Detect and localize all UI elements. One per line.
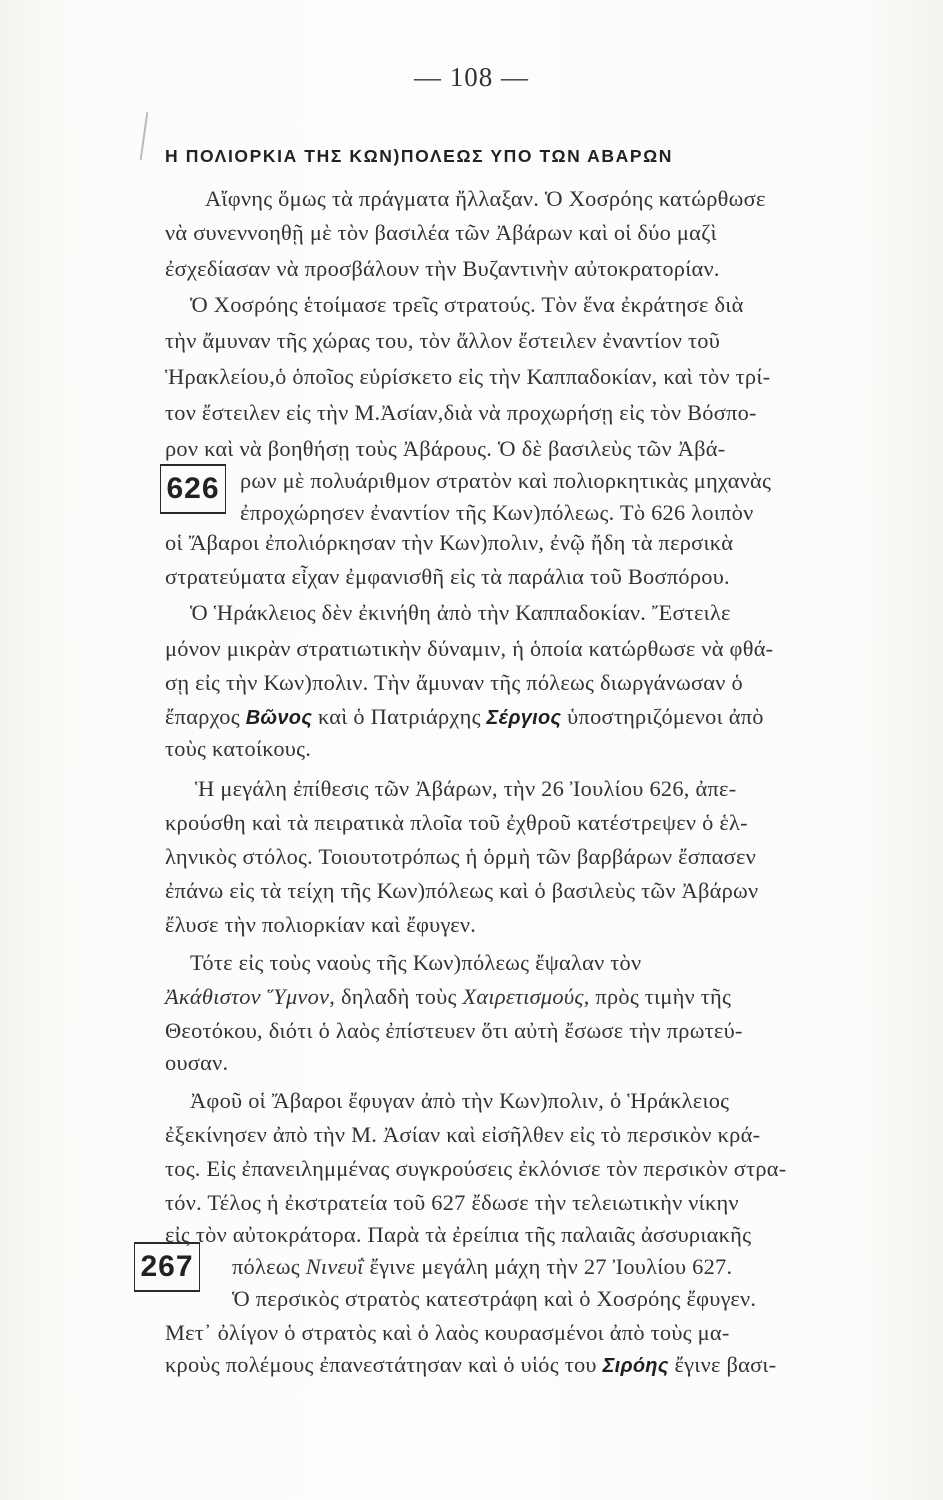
year-marker-627 <box>134 1242 200 1292</box>
text-line: ἐπάνω εἰς τὰ τείχη τῆς Κων)πόλεως καὶ ὁ βασιλεὺς τῶν Ἀβάρων <box>165 878 759 903</box>
page-number: — 108 — <box>414 62 529 92</box>
text-run: ἔγινε βασι- <box>668 1352 777 1377</box>
text-line: τοὺς κατοίκους. <box>165 736 312 761</box>
text-line <box>232 1254 732 1280</box>
text-line: κρούσθη καὶ τὰ πειρατικὰ πλοῖα τοῦ ἐχθροῦ κατέστρεψεν ὁ ἑλ- <box>165 810 748 835</box>
text-line: Ὁ περσικὸς στρατὸς κατεστράφη καὶ ὁ Χοσρόης ἔφυγεν. <box>232 1286 757 1311</box>
text-line: ληνικὸς στόλος. Τοιουτοτρόπως ἡ ὁρμὴ τῶν βαρβάρων ἔσπασεν <box>165 844 756 869</box>
year-marker-label: 267 <box>140 1250 194 1283</box>
text-run: , πρὸς τιμὴν τῆς <box>583 984 732 1009</box>
text-line <box>165 704 764 730</box>
text-line: ρον καὶ νὰ βοηθήσῃ τοὺς Ἀβάρους. Ὁ δὲ βασιλεὺς τῶν Ἀβά- <box>165 436 726 461</box>
text-line: Ὁ Χοσρόης ἑτοίμασε τρεῖς στρατούς. Τὸν ἕνα ἐκράτησε διὰ <box>190 292 744 317</box>
text-line: εἰς τὸν αὐτοκράτορα. Παρὰ τὰ ἐρείπια τῆς παλαιᾶς ἀσσυριακῆς <box>165 1222 752 1247</box>
term-chairetismoi: Χαιρετισμούς <box>462 984 584 1009</box>
text-line: τὴν ἄμυναν τῆς χώρας του, τὸν ἄλλον ἔστειλεν ἐναντίον τοῦ <box>165 328 721 353</box>
text-line <box>165 1352 776 1378</box>
term-akathistos-hymnos: Ἀκάθιστον Ὕμνον <box>165 984 330 1009</box>
text-run: καὶ ὁ Πατριάρχης <box>312 704 487 729</box>
text-line: ἐξεκίνησεν ἀπὸ τὴν Μ. Ἀσίαν καὶ εἰσῆλθεν εἰς τὸ περσικὸν κρά- <box>165 1122 761 1147</box>
text-line: ἐσχεδίασαν νὰ προσβάλουν τὴν Βυζαντινὴν αὐτοκρατορίαν. <box>165 256 720 281</box>
text-line: οἱ Ἄβαροι ἐπολιόρκησαν τὴν Κων)πολιν, ἐνῷ ἤδη τὰ περσικὰ <box>165 530 734 555</box>
text-run: ἔγινε μεγάλη μάχη τὴν 27 Ἰουλίου 627. <box>363 1254 733 1279</box>
text-line: ρων μὲ πολυάριθμον στρατὸν καὶ πολιορκητικὰς μηχανὰς <box>240 468 772 493</box>
text-line: τον ἔστειλεν εἰς τὴν Μ.Ἀσίαν,διὰ νὰ προχωρήσῃ εἰς τὸν Βόσπο- <box>165 400 757 425</box>
text-line: τος. Εἰς ἐπανειλημμένας συγκρούσεις ἐκλόνισε τὸν περσικὸν στρα- <box>165 1156 787 1181</box>
year-marker-label: 626 <box>166 472 220 505</box>
name-bonos: Βῶνος <box>245 707 313 729</box>
year-marker-626 <box>160 464 226 514</box>
text-line: Ὁ Ἡράκλειος δὲν ἐκινήθη ἀπὸ τὴν Καππαδοκίαν. Ἔστειλε <box>190 600 731 625</box>
text-line: τόν. Τέλος ἡ ἐκστρατεία τοῦ 627 ἔδωσε τὴν τελειωτικὴν νίκην <box>165 1190 739 1215</box>
text-line: μόνον μικρὰν στρατιωτικὴν δύναμιν, ἡ ὁποία κατώρθωσε νὰ φθά- <box>165 636 774 661</box>
text-line: Τότε εἰς τοὺς ναοὺς τῆς Κων)πόλεως ἔψαλαν τὸν <box>190 950 642 975</box>
text-run: , δηλαδὴ τοὺς <box>329 984 463 1009</box>
text-line: Αἴφνης ὅμως τὰ πράγματα ἤλλαξαν. Ὁ Χοσρόης κατώρθωσε <box>205 186 766 211</box>
text-line: ἔλυσε τὴν πολιορκίαν καὶ ἔφυγεν. <box>165 912 477 937</box>
text-line: νὰ συνεννοηθῇ μὲ τὸν βασιλέα τῶν Ἀβάρων καὶ οἱ δύο μαζὶ <box>165 220 717 245</box>
text-line: Θεοτόκου, διότι ὁ λαὸς ἐπίστευεν ὅτι αὐτὴ ἔσωσε τὴν πρωτεύ- <box>165 1018 743 1043</box>
text-line: ἐπροχώρησεν ἐναντίον τῆς Κων)πόλεως. Τὸ 626 λοιπὸν <box>240 500 754 525</box>
margin-pencil-mark <box>140 112 149 160</box>
text-line: Ἡ μεγάλη ἐπίθεσις τῶν Ἀβάρων, τὴν 26 Ἰουλίου 626, ἀπε- <box>195 776 737 801</box>
text-run: κροὺς πολέμους ἐπανεστάτησαν καὶ ὁ υἱός του <box>165 1352 597 1377</box>
text-run: ὑποστηριζόμενοι ἀπὸ <box>561 704 764 729</box>
text-line: Μετ᾽ ὀλίγον ὁ στρατὸς καὶ ὁ λαὸς κουρασμένοι ἀπὸ τοὺς μα- <box>165 1320 730 1345</box>
term-nineve: Νινευΐ <box>305 1254 364 1279</box>
text-line <box>165 984 731 1010</box>
text-run: πόλεως <box>232 1254 306 1279</box>
chapter-heading: Η ΠΟΛΙΟΡΚΙΑ ΤΗΣ ΚΩΝ)ΠΟΛΕΩΣ ΥΠΟ ΤΩΝ ΑΒΑΡΩΝ <box>165 146 674 166</box>
text-line: Ἡρακλείου,ὁ ὁποῖος εὑρίσκετο εἰς τὴν Καππαδοκίαν, καὶ τὸν τρί- <box>165 364 771 389</box>
text-line: Ἀφοῦ οἱ Ἄβαροι ἔφυγαν ἀπὸ τὴν Κων)πολιν, ὁ Ἡράκλειος <box>190 1088 730 1113</box>
text-run: ἔπαρχος <box>165 704 246 729</box>
text-line: σῃ εἰς τὴν Κων)πολιν. Τὴν ἄμυναν τῆς πόλεως διωργάνωσαν ὁ <box>165 670 743 695</box>
text-line: ουσαν. <box>165 1050 229 1075</box>
name-siroes: Σιρόης <box>602 1355 669 1377</box>
name-sergios: Σέργιος <box>486 707 562 729</box>
text-line: στρατεύματα εἶχαν ἐμφανισθῆ εἰς τὰ παράλια τοῦ Βοσπόρου. <box>165 564 730 589</box>
